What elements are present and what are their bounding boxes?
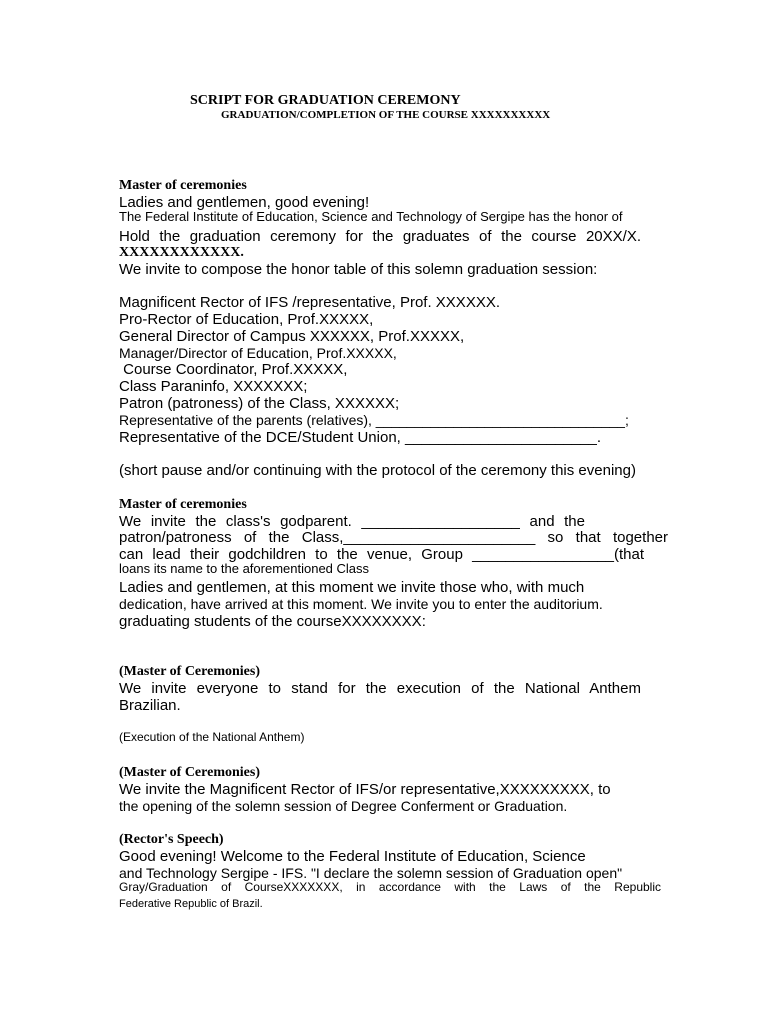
- paragraph-line: The Federal Institute of Education, Science and Technology of Sergipe has the honor of: [119, 209, 623, 224]
- paragraph-line: We invite to compose the honor table of this solemn graduation session:: [119, 261, 598, 278]
- paragraph-line: XXXXXXXXXXXX.: [119, 245, 244, 260]
- honor-table-item: Representative of the parents (relatives), ________________________________;: [119, 412, 629, 428]
- section-heading: (Master of Ceremonies): [119, 664, 260, 679]
- paragraph-line: graduating students of the courseXXXXXXXX:: [119, 613, 426, 630]
- paragraph-line: Gray/Graduation of CourseXXXXXXX, in accordance with the Laws of the Republic: [119, 880, 661, 894]
- honor-table-item: Patron (patroness) of the Class, XXXXXX;: [119, 395, 400, 412]
- paragraph-line: Ladies and gentlemen, at this moment we invite those who, with much: [119, 579, 585, 596]
- paragraph-line: and Technology Sergipe - IFS. "I declare the solemn session of Graduation open": [119, 865, 623, 881]
- paragraph-line: the opening of the solemn session of Degree Conferment or Graduation.: [119, 798, 568, 814]
- paragraph-line: dedication, have arrived at this moment. We invite you to enter the auditorium.: [119, 596, 603, 612]
- paragraph-line: Brazilian.: [119, 697, 181, 714]
- paragraph-line: Good evening! Welcome to the Federal Institute of Education, Science: [119, 848, 586, 865]
- paragraph-line: Federative Republic of Brazil.: [119, 898, 263, 910]
- honor-table-item: General Director of Campus XXXXXX, Prof.XXXXX,: [119, 328, 465, 345]
- paragraph-line: We invite everyone to stand for the execution of the National Anthem: [119, 680, 641, 697]
- section-heading: Master of ceremonies: [119, 178, 247, 193]
- paragraph-line: Ladies and gentlemen, good evening!: [119, 194, 370, 211]
- honor-table-item: Magnificent Rector of IFS /representative, Prof. XXXXXX.: [119, 294, 500, 311]
- honor-table-item: Representative of the DCE/Student Union, _______________________.: [119, 429, 602, 446]
- honor-table-item: Course Coordinator, Prof.XXXXX,: [119, 361, 348, 378]
- paragraph-line: can lead their godchildren to the venue, Group _________________(that: [119, 546, 644, 563]
- honor-table-item: Class Paraninfo, XXXXXXX;: [119, 378, 308, 395]
- paragraph-line: We invite the Magnificent Rector of IFS/or representative,XXXXXXXXX, to: [119, 781, 611, 798]
- section-heading: (Rector's Speech): [119, 832, 224, 847]
- paragraph-line: Hold the graduation ceremony for the graduates of the course 20XX/X.: [119, 228, 641, 245]
- paragraph-line: loans its name to the aforementioned Class: [119, 561, 370, 576]
- document-subtitle: GRADUATION/COMPLETION OF THE COURSE XXXXXXXXXX: [221, 109, 551, 121]
- section-heading: (Master of Ceremonies): [119, 765, 260, 780]
- honor-table-item: Manager/Director of Education, Prof.XXXXX,: [119, 345, 397, 361]
- document-title: SCRIPT FOR GRADUATION CEREMONY: [190, 93, 461, 108]
- paragraph-line: We invite the class's godparent. ___________________ and the: [119, 513, 585, 530]
- anthem-note: (Execution of the National Anthem): [119, 730, 305, 744]
- honor-table-item: Pro-Rector of Education, Prof.XXXXX,: [119, 311, 374, 328]
- paragraph-line: patron/patroness of the Class,_______________________ so that together: [119, 529, 668, 546]
- pause-note: (short pause and/or continuing with the protocol of the ceremony this evening): [119, 462, 636, 479]
- section-heading: Master of ceremonies: [119, 497, 247, 512]
